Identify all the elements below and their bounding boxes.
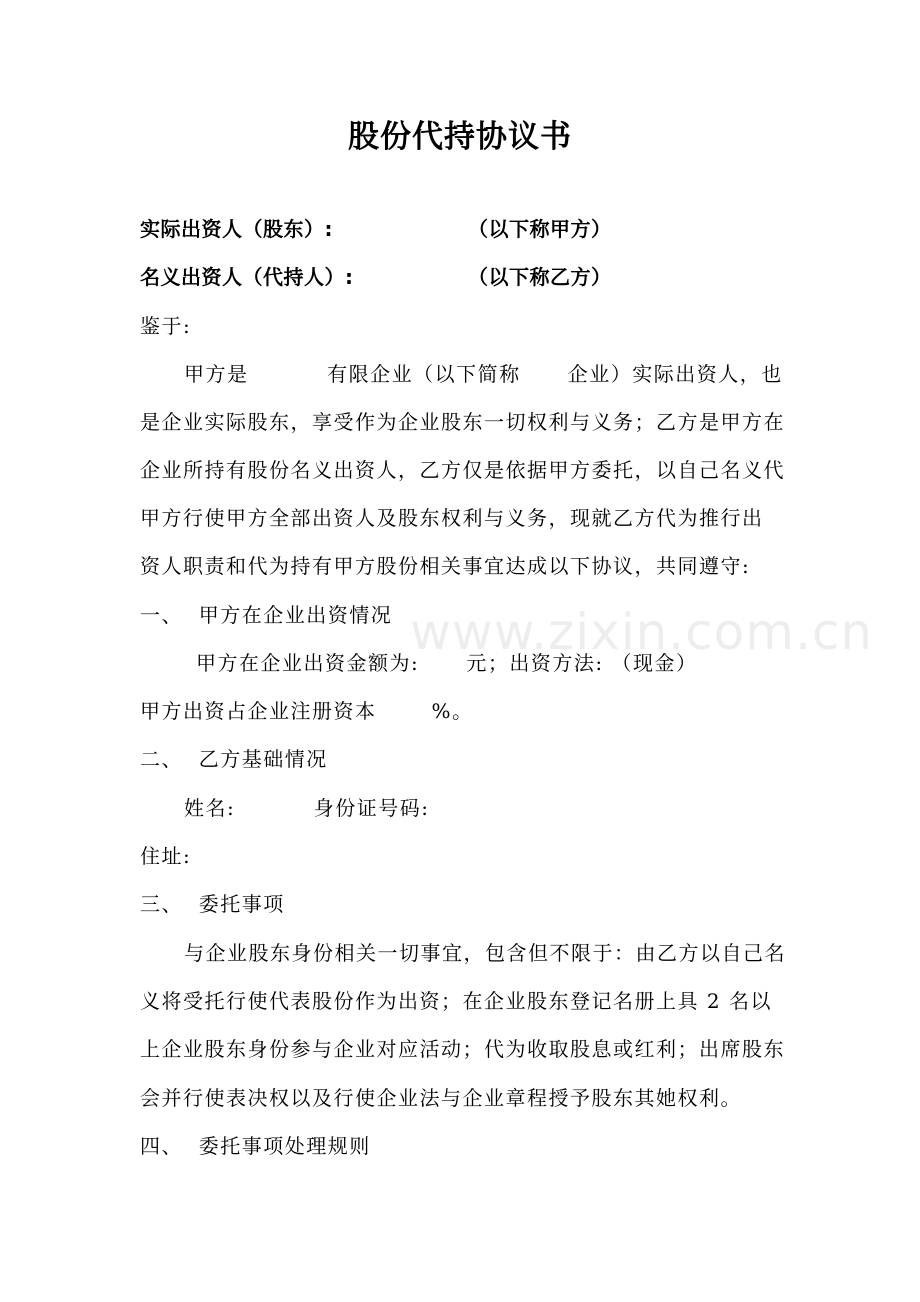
section3-line: 与企业股东身份相关一切事宜，包含但不限于：由乙方以自己名 <box>184 941 786 965</box>
party-b-alias: （以下称乙方） <box>468 265 612 289</box>
whereas-label: 鉴于: <box>140 314 192 338</box>
section1-heading: 一、 甲方在企业出资情况 <box>140 603 393 627</box>
section2-name-id: 姓名: 身份证号码: <box>184 796 430 820</box>
preamble-line: 甲方行使甲方全部出资人及股东权利与义务，现就乙方代为推行出 <box>140 506 764 530</box>
preamble-line: 甲方是 有限企业（以下简称 企业）实际出资人，也 <box>184 362 783 386</box>
section2-address: 住址: <box>140 844 192 868</box>
party-a-label: 实际出资人（股东）: <box>140 217 333 241</box>
preamble-line: 资人职责和代为持有甲方股份相关事宜达成以下协议，共同遵守: <box>140 554 751 578</box>
section2-heading: 二、 乙方基础情况 <box>140 747 328 771</box>
party-b-label: 名义出资人（代持人）: <box>140 265 354 289</box>
section3-line: 会并行使表决权以及行使企业法与企业章程授予股东其她权利。 <box>140 1086 742 1110</box>
section1-ratio: 甲方出资占企业注册资本 %。 <box>140 699 474 723</box>
section3-line: 义将受托行使代表股份作为出资；在企业股东登记名册上具 2 名以 <box>140 989 772 1013</box>
section3-heading: 三、 委托事项 <box>140 892 285 916</box>
section1-amount: 甲方在企业出资金额为: 元；出资方法: （现金） <box>196 651 698 675</box>
preamble-line: 是企业实际股东，享受作为企业股东一切权利与义务；乙方是甲方在 <box>140 410 785 434</box>
preamble-line: 企业所持有股份名义出资人，乙方仅是依据甲方委托，以自己名义代 <box>140 458 785 482</box>
watermark: www.zixin.com.cn <box>410 603 874 661</box>
section4-heading: 四、 委托事项处理规则 <box>140 1134 371 1158</box>
party-a-alias: （以下称甲方） <box>468 217 612 241</box>
section3-line: 上企业股东身份参与企业对应活动；代为收取股息或红利；出席股东 <box>140 1037 785 1061</box>
document-title: 股份代持协议书 <box>348 119 572 155</box>
